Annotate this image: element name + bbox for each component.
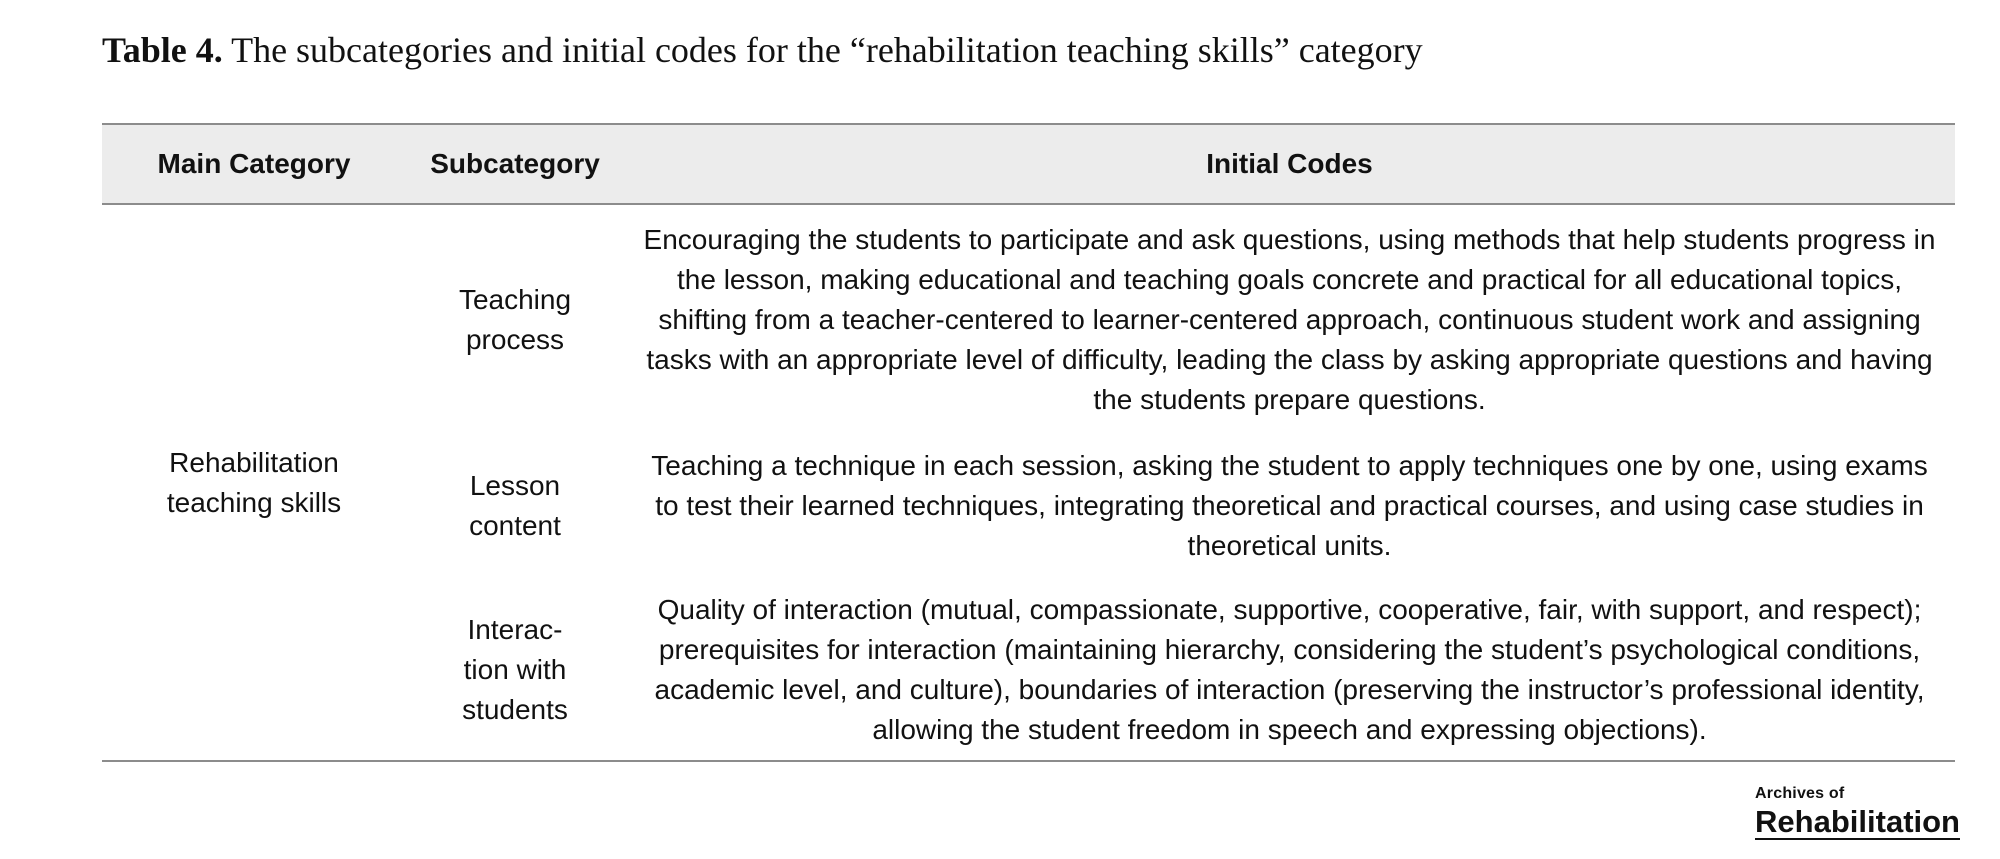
subcategory-line: tion with bbox=[463, 654, 567, 685]
subcategory-line: content bbox=[469, 510, 561, 541]
header-subcategory: Subcategory bbox=[430, 148, 600, 179]
header-initial-codes: Initial Codes bbox=[1206, 148, 1373, 179]
header-main-category: Main Category bbox=[157, 148, 351, 179]
subcategory-line: Teaching bbox=[458, 284, 572, 315]
subcategory-line: students bbox=[462, 694, 568, 725]
main-category-cell bbox=[102, 205, 406, 760]
initial-codes-cell: Encouraging the students to participate and ask questions, using methods that help students progress in the lesson, making educational and teaching goals concrete and practical for all educational topics, shifting from a teacher-centered to learner-centered approach, continuous student work and assigning tasks with an appropriate level of difficulty, leading the class by asking appropriate questions and having the students prepare questions. bbox=[643, 224, 1936, 415]
subcategory-line: Interac- bbox=[467, 614, 563, 645]
journal-logo bbox=[1755, 786, 1960, 840]
table-body bbox=[102, 205, 1955, 760]
journal-logo-prefix: Archives of bbox=[1755, 785, 1845, 802]
initial-codes-cell: Teaching a technique in each session, asking the student to apply techniques one by one, using exams to test their learned techniques, integrating theoretical and practical courses, and using case studies in theoretical units. bbox=[651, 450, 1928, 561]
main-category-line: Rehabilitation bbox=[169, 446, 339, 478]
table-row bbox=[406, 223, 1955, 417]
subcategory-cell bbox=[406, 466, 624, 546]
subcategory-cell bbox=[406, 280, 624, 360]
subcategory-cell bbox=[406, 610, 624, 730]
codes-table bbox=[102, 123, 1955, 762]
table-row bbox=[406, 433, 1955, 579]
subcategory-line: Lesson bbox=[469, 470, 561, 501]
table-caption-label: Table 4. bbox=[102, 30, 223, 70]
main-category-line: teaching skills bbox=[166, 486, 342, 518]
table-row bbox=[406, 589, 1955, 751]
initial-codes-cell: Quality of interaction (mutual, compassionate, supportive, cooperative, fair, with support, and respect); prerequisites for interaction (maintaining hierarchy, considering the student’s psychological conditions, academic level, and culture), boundaries of interaction (preserving the instructor’s professional identity, allowing the student freedom in speech and expressing objections). bbox=[654, 594, 1925, 745]
table-caption-text: The subcategories and initial codes for the “rehabilitation teaching skills” category bbox=[231, 30, 1423, 70]
subcategory-line: process bbox=[465, 324, 565, 355]
table-header-row bbox=[102, 125, 1955, 205]
table-caption bbox=[102, 26, 1423, 74]
journal-logo-name: Rehabilitation bbox=[1755, 804, 1960, 839]
